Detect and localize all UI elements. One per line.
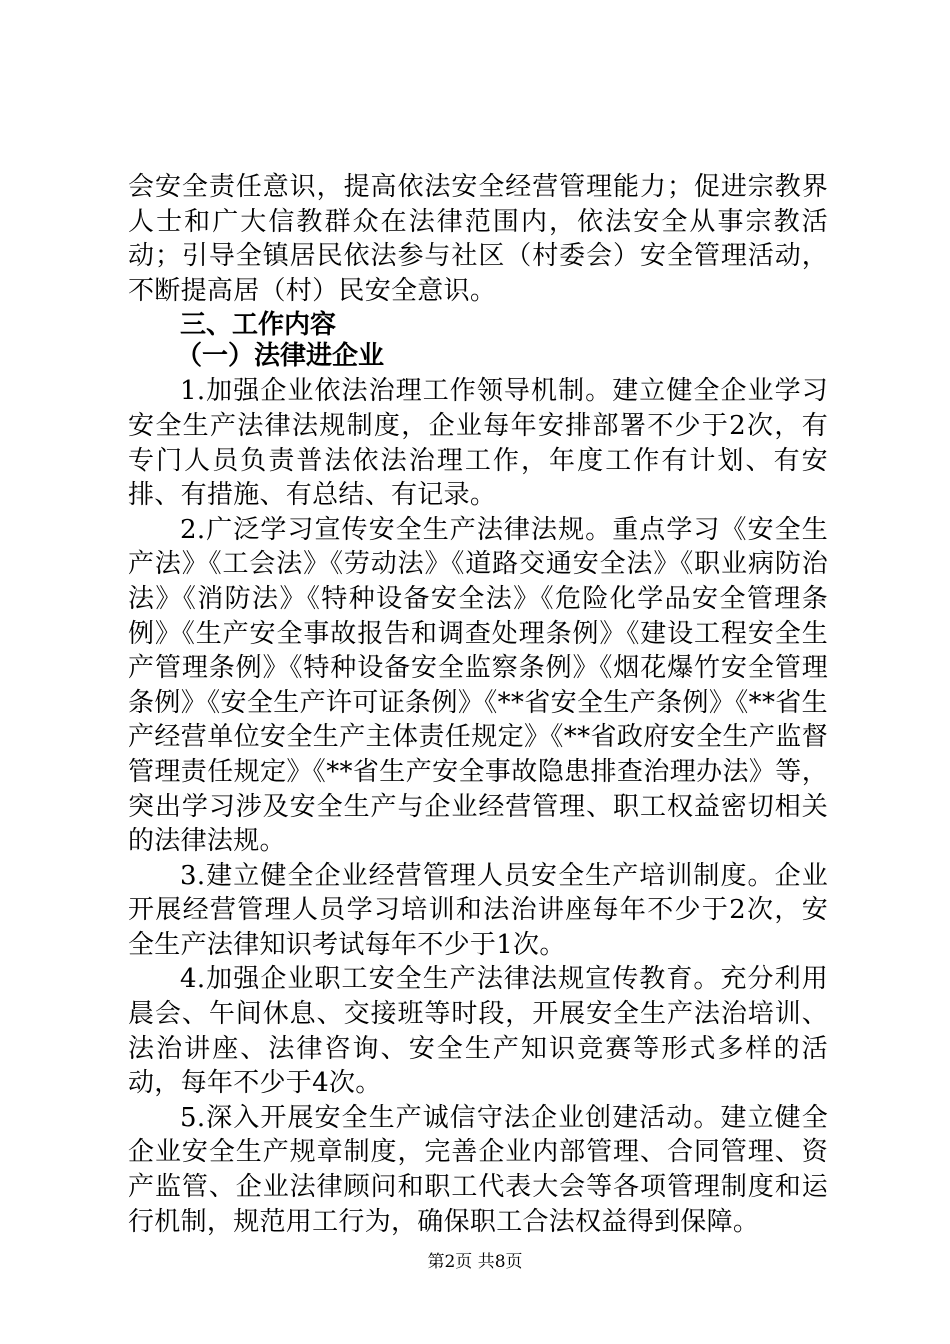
list-item-2: 2.广泛学习宣传安全生产法律法规。重点学习《安全生产法》《工会法》《劳动法》《道路交通安全法》《职业病防治法》《消防法》《特种设备安全法》《危险化学品安全管理条例》《生产安全事故报告和调查处理条例》《建设工程安全生产管理条例》《特种设备安全监察条例》《烟花爆竹安全管理条例》《安全生产许可证条例》《**省安全生产条例》《**省生产经营单位安全生产主体责任规定》《**省政府安全生产监督管理责任规定》《**省生产安全事故隐患排查治理办法》等，突出学习涉及安全生产与企业经营管理、职工权益密切相关的法律法规。 <box>128 514 828 857</box>
list-item-1: 1.加强企业依法治理工作领导机制。建立健全企业学习安全生产法律法规制度，企业每年安排部署不少于2次，有专门人员负责普法依法治理工作，年度工作有计划、有安排、有措施、有总结、有记录。 <box>128 376 828 511</box>
document-body <box>128 170 828 1239</box>
section-heading: 三、工作内容 <box>180 310 337 341</box>
list-item-5: 5.深入开展安全生产诚信守法企业创建活动。建立健全企业安全生产规章制度，完善企业内部管理、合同管理、资产监管、企业法律顾问和职工代表大会等各项管理制度和运行机制，规范用工行为，确保职工合法权益得到保障。 <box>128 1102 828 1237</box>
list-item-3: 3.建立健全企业经营管理人员安全生产培训制度。企业开展经营管理人员学习培训和法治讲座每年不少于2次，安全生产法律知识考试每年不少于1次。 <box>128 860 828 960</box>
subsection-heading: （一）法律进企业 <box>176 341 385 372</box>
list-item-4: 4.加强企业职工安全生产法律法规宣传教育。充分利用晨会、午间休息、交接班等时段，开展安全生产法治培训、法治讲座、法律咨询、安全生产知识竞赛等形式多样的活动，每年不少于4次。 <box>128 964 828 1099</box>
intro-paragraph: 会安全责任意识，提高依法安全经营管理能力；促进宗教界人士和广大信教群众在法律范围内，依法安全从事宗教活动；引导全镇居民依法参与社区（村委会）安全管理活动，不断提高居（村）民安全意识。 <box>128 172 828 306</box>
page-footer: 第2页 共8页 <box>427 1252 523 1272</box>
